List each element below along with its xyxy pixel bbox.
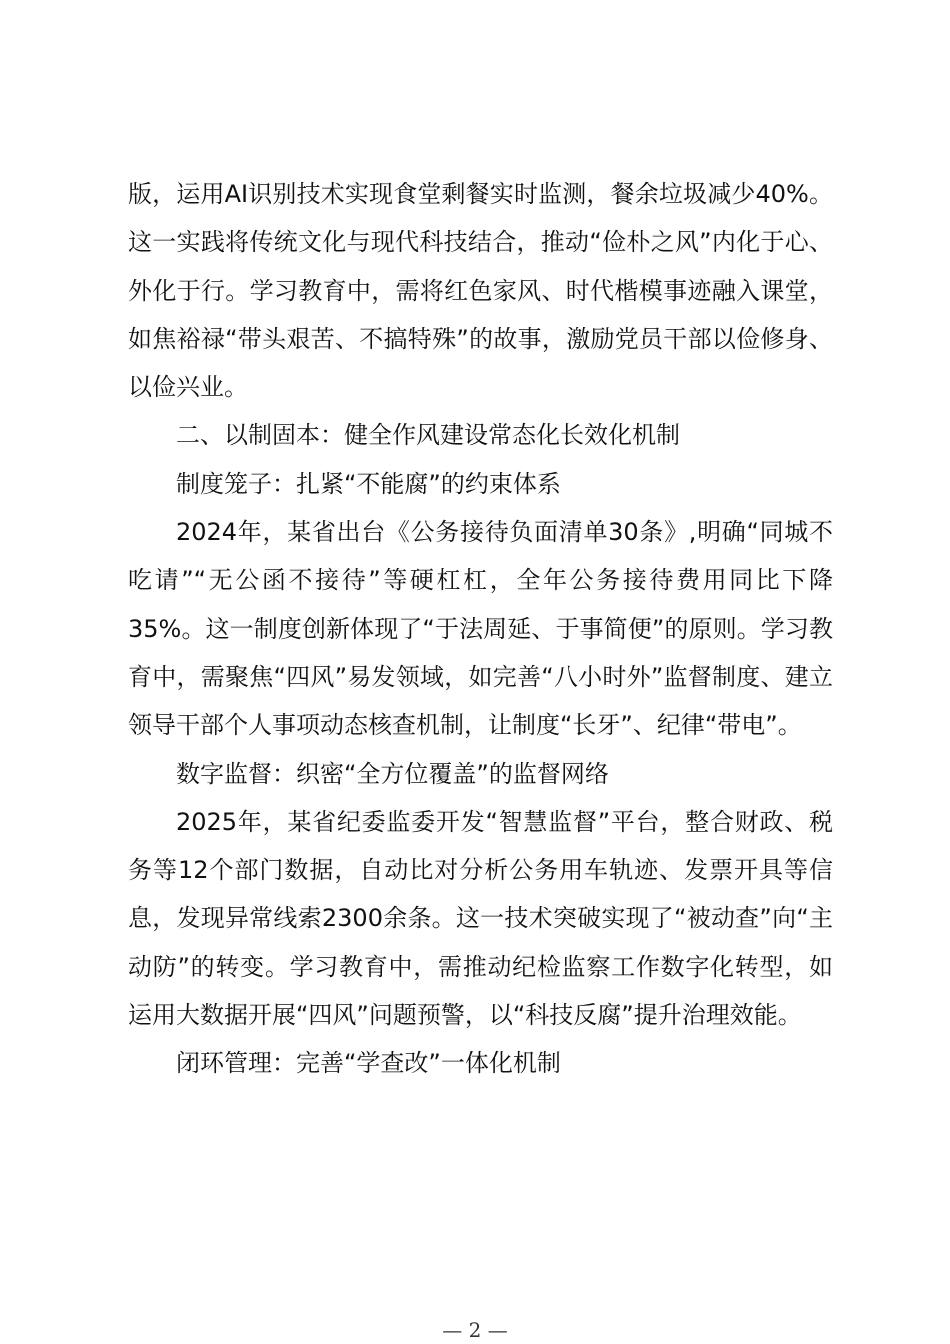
page-number: — 2 — — [442, 1318, 508, 1342]
section-heading: 二、以制固本：健全作风建设常态化长效化机制 — [176, 421, 680, 450]
paragraph-continuation: 版，运用AI识别技术实现食堂剩餐实时监测，餐余垃圾减少40%。这一实践将传统文化与现代科技结合，推动“俭朴之风”内化于心、外化于行。学习教育中，需将红色家风、时代楷模事迹融入课堂，如焦裕禄“带头艰苦、不搞特殊”的故事，激励党员干部以俭修身、以俭兴业。 — [128, 180, 833, 402]
paragraph-2024-regulation: 2024年，某省出台《公务接待负面清单30条》,明确“同城不吃请”“无公函不接待”等硬杠杠，全年公务接待费用同比下降35%。这一制度创新体现了“于法周延、于事简便”的原则。学习教育中，需聚焦“四风”易发领域，如完善“八小时外”监督制度、建立领导干部个人事项动态核查机制，让制度“长牙”、纪律“带电”。 — [128, 518, 833, 740]
document-body — [128, 170, 833, 1088]
subheading-institutional-cage: 制度笼子：扎紧“不能腐”的约束体系 — [176, 469, 561, 498]
paragraph-2025-smart-supervision: 2025年，某省纪委监委开发“智慧监督”平台，整合财政、税务等12个部门数据，自动比对分析公务用车轨迹、发票开具等信息，发现异常线索2300余条。这一技术突破实现了“被动查”向“主动防”的转变。学习教育中，需推动纪检监察工作数字化转型，如运用大数据开展“四风”问题预警，以“科技反腐”提升治理效能。 — [128, 807, 833, 1030]
subheading-closed-loop-management: 闭环管理：完善“学查改”一体化机制 — [176, 1049, 561, 1078]
subheading-digital-supervision: 数字监督：织密“全方位覆盖”的监督网络 — [176, 759, 609, 788]
